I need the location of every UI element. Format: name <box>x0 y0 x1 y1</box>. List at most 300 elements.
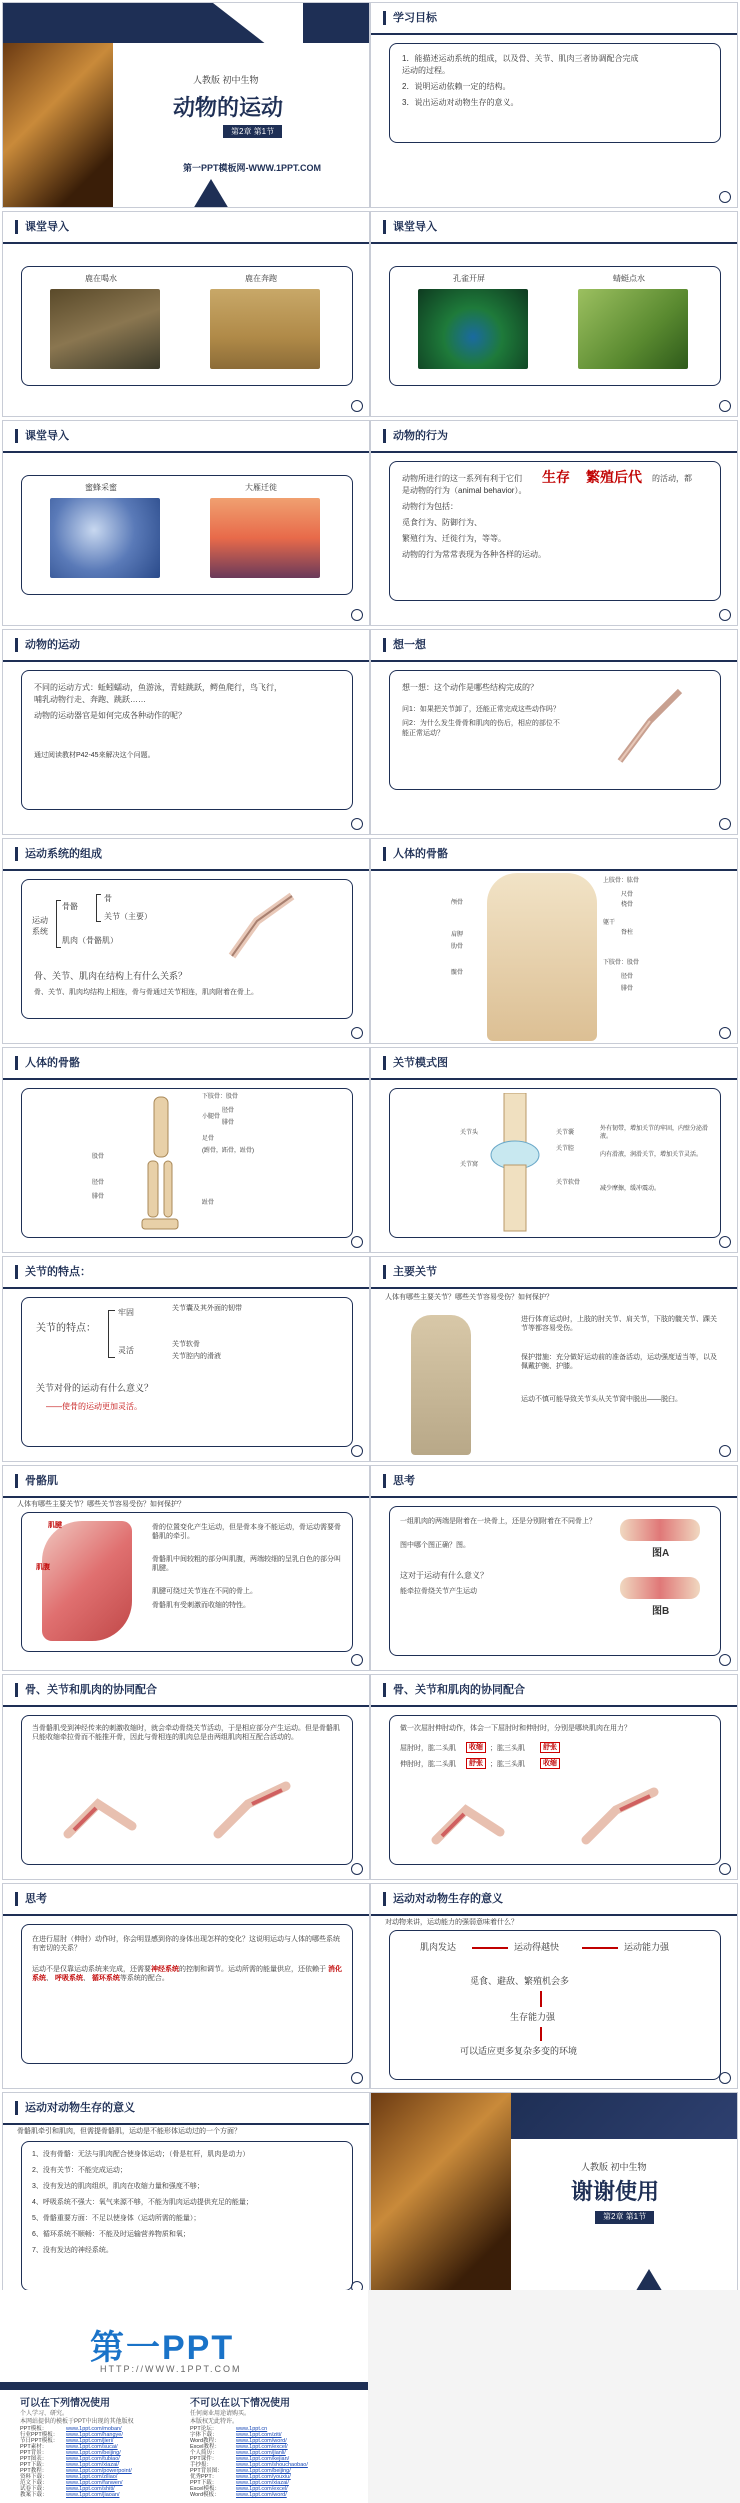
slide-title: 想一想 <box>393 639 426 651</box>
overlay-reproduce: 繁殖后代 <box>586 469 642 485</box>
footer-link-url[interactable]: www.1ppt.com/moban/ <box>66 2426 122 2432</box>
flex-row-a: 屈肘时，肱二头肌 <box>400 1745 456 1752</box>
footer-link-url[interactable]: www.1ppt.com/excel/ <box>236 2444 288 2450</box>
slide-end <box>370 2092 738 2298</box>
label-fibula: 腓骨 <box>621 986 634 992</box>
caption-deer-run: 鹿在奔跑 <box>245 274 277 283</box>
features-brace <box>108 1310 115 1358</box>
label-rib: 肋骨 <box>451 944 464 950</box>
page-indicator <box>719 1236 731 1248</box>
arm-flex-illustration <box>62 1774 142 1844</box>
slide-title: 思考 <box>25 1893 47 1905</box>
footer-link-url[interactable]: www.1ppt.com/hangye/ <box>66 2432 123 2438</box>
footer-link-url[interactable]: www.1ppt.com/ziti/ <box>236 2432 282 2438</box>
page-indicator <box>719 1445 731 1457</box>
footer-link-url[interactable]: www.1ppt.com/youxiu/ <box>236 2474 291 2480</box>
goal-line-1b: 运动的过程。 <box>402 66 450 75</box>
flex-fill-1: 收缩 <box>466 1742 486 1753</box>
behavior-line-3: 动物行为包括： <box>402 502 458 511</box>
slide-main-joints <box>370 1256 738 1462</box>
content-box <box>21 879 353 1019</box>
slide-skeleton-1 <box>370 838 738 1044</box>
peacock-photo <box>418 289 528 369</box>
slide-joint-model <box>370 1047 738 1253</box>
slide-header <box>371 630 737 662</box>
muscle-p2: 骨骼肌中间较粗的部分叫肌腹，两端较细的呈乳白色的部分叫肌腱。 <box>152 1556 341 1573</box>
label-trunk: 躯干 <box>603 920 616 926</box>
footer-right-blank <box>368 2290 740 2503</box>
page-indicator <box>719 609 731 621</box>
main-joints-intro: 人体有哪些主要关节？哪些关节容易受伤？如何保护？ <box>385 1294 553 1301</box>
slide-header <box>3 1884 369 1916</box>
slide-header <box>3 839 369 871</box>
footer-link-url[interactable]: www.1ppt.com/jiaoan/ <box>66 2492 120 2498</box>
slide-significance-2 <box>2 2092 370 2298</box>
content-box <box>21 1512 353 1652</box>
behavior-frag: 的活动，都 <box>652 474 692 483</box>
goal-line-1: 1．能描述运动系统的组成，以及骨、关节、肌肉三者协调配合完成 <box>402 54 639 63</box>
skeleton-image <box>487 873 597 1041</box>
slide-think-2 <box>370 1465 738 1671</box>
structure-answer: 骨、关节、肌肉均结构上相连，骨与骨通过关节相连，肌肉附着在骨上。 <box>34 989 258 996</box>
respiratory-system: 呼吸系统 <box>54 1975 83 1983</box>
footer-url: HTTP://WWW.1PPT.COM <box>100 2364 242 2374</box>
digestive-system: 消化系统 <box>32 1966 342 1983</box>
end-chapter: 第2章 第1节 <box>595 2211 654 2224</box>
significance-intro: 对动物来讲，运动能力的强弱意味着什么？ <box>385 1919 518 1926</box>
footer-link-label: PPT模板： <box>20 2426 48 2432</box>
slide-think-3 <box>2 1883 370 2089</box>
cover-triangle <box>213 3 303 73</box>
fibula-left-label: 腓骨 <box>92 1194 105 1200</box>
structure-question: 骨、关节、肌肉在结构上有什么关系？ <box>34 971 188 981</box>
foot-label: 足骨 <box>202 1136 215 1142</box>
footer-link-label: PPT下载： <box>190 2480 218 2486</box>
movement-line-1: 不同的运动方式：蚯蚓蠕动，鱼游泳，青蛙跳跃，鳄鱼爬行，鸟飞行， <box>34 683 282 692</box>
behavior-line-1: 动物所进行的这一系列有利于它们 <box>402 474 522 483</box>
slide-header <box>371 421 737 453</box>
bee-photo <box>50 498 160 578</box>
think2-answer: 能牵拉骨绕关节产生运动 <box>400 1588 477 1595</box>
page-indicator <box>351 609 363 621</box>
footer-link-url[interactable]: www.1ppt.com/jieri/ <box>66 2438 114 2444</box>
label-hip: 髋骨 <box>451 970 464 976</box>
behavior-line-2: 是动物的行为（animal behavior）。 <box>402 486 527 495</box>
footer-right-title: 不可以在以下情况使用 <box>190 2398 290 2409</box>
caption-geese: 大雁迁徙 <box>245 483 277 492</box>
slide-skeleton-2 <box>2 1047 370 1253</box>
caption-bee: 蜜蜂采蜜 <box>85 483 117 492</box>
slide-header <box>3 212 369 244</box>
tibia-label: 胫骨 <box>222 1108 235 1114</box>
slide-header <box>3 630 369 662</box>
slide-header <box>3 421 369 453</box>
cover-website: 第一PPT模板网-WWW.1PPT.COM <box>183 163 321 173</box>
overlay-survival: 生存 <box>542 469 570 485</box>
footer-link-url[interactable]: www.1ppt.com/fanwen/ <box>66 2480 123 2486</box>
belly-label: 肌腹 <box>36 1564 50 1571</box>
footer-link-row <box>190 2492 360 2498</box>
cover-publisher: 人教版 初中生物 <box>193 75 259 85</box>
footer-link-label: 范文下载： <box>20 2480 48 2486</box>
sys-label: 运动 系统 <box>32 916 48 936</box>
footer-link-url[interactable]: www.1ppt.com/sucai/ <box>66 2444 118 2450</box>
slide-intro-bee <box>2 420 370 626</box>
footer-link-url[interactable]: www.1ppt.com/ziliao/ <box>66 2474 118 2480</box>
footer-left-sub2: 本网站提供的模板于PPT中出现的其他版权 <box>20 2419 134 2425</box>
footer-link-url[interactable]: www.1ppt.com/kejian/ <box>236 2456 290 2462</box>
footer-links-left <box>20 2426 180 2498</box>
node-strong: 运动能力强 <box>624 1942 670 1952</box>
footer-link-label: 节日PPT模板： <box>20 2438 59 2444</box>
label-ulna: 尺骨 <box>621 892 634 898</box>
item-5: 5、骨骼重要方面：不足以使身体（运动所需的能量）； <box>32 2215 201 2222</box>
tibia-left-label: 胫骨 <box>92 1180 105 1186</box>
page-indicator <box>719 1654 731 1666</box>
footer-link-label: PPT背景图： <box>190 2468 223 2474</box>
slide-header <box>371 1048 737 1080</box>
content-box <box>21 1297 353 1447</box>
footer-link-label: Word教程： <box>190 2438 220 2444</box>
muscle-illustration <box>42 1521 132 1641</box>
footer-link-url[interactable]: www.1ppt.com/word/ <box>236 2438 287 2444</box>
foot-detail-label: (跗骨，跖骨，趾骨) <box>202 1148 254 1154</box>
movement-line-2: 哺乳动物行走、奔跑、跳跃…… <box>34 695 146 704</box>
coord2-question: 做一次屈肘伸肘动作，体会一下屈肘时和伸肘时，分别是哪块肌肉在用力？ <box>400 1725 631 1732</box>
knee-joint-illustration <box>480 1093 550 1233</box>
node-survival: 生存能力强 <box>510 2012 556 2022</box>
cavity-note: 内有滑液，润滑关节，增加关节灵活。 <box>600 1152 703 1158</box>
slide-title: 运动系统的组成 <box>25 848 102 860</box>
footer-link-url[interactable]: www.1ppt.com/powerpoint/ <box>66 2468 132 2474</box>
footer-link-url[interactable]: www.1ppt.com/beijing/ <box>236 2468 291 2474</box>
flex-fill-2: 舒张 <box>540 1742 560 1753</box>
think3-p2-c: 等系统的配合。 <box>119 1975 169 1983</box>
slide-title: 运动对动物生存的意义 <box>393 1893 503 1905</box>
footer-link-label: Excel教程： <box>190 2444 220 2450</box>
arm-flex-illustration-2 <box>430 1780 510 1850</box>
joint-cartilage-label: 关节软骨 <box>556 1180 581 1186</box>
slide-header <box>371 1257 737 1289</box>
think2-question: 这对于运动有什么意义？ <box>400 1571 488 1580</box>
slide-think <box>370 629 738 835</box>
circulatory-system: 循环系统 <box>91 1975 120 1983</box>
footer-link-url[interactable]: www.1ppt.com/jianli/ <box>236 2450 286 2456</box>
feature-answer: ——使骨的运动更加灵活。 <box>46 1402 142 1411</box>
muscle-intro: 人体有哪些主要关节？哪些关节容易受伤？如何保护？ <box>17 1501 185 1508</box>
femur-left-label: 股骨 <box>92 1154 105 1160</box>
footer-link-label: PPT背景： <box>20 2450 48 2456</box>
figure-a-label: 图A <box>652 1548 670 1559</box>
node-opportunity: 觅食、避敌、繁殖机会多 <box>470 1976 570 1986</box>
end-photo <box>371 2093 511 2298</box>
brace-2 <box>96 894 101 922</box>
cover-bottom-tri <box>193 179 229 208</box>
bone-item-2: 关节（主要） <box>104 912 152 921</box>
muscle-p4: 骨骼肌有受刺激而收缩的特性。 <box>152 1602 250 1609</box>
content-box <box>21 266 353 386</box>
footer-link-label: 个人简历： <box>190 2450 218 2456</box>
think-line-1: 想一想：这个动作是哪些结构完成的？ <box>402 683 538 692</box>
footer-right-sub1: 任何商业用途请购买。 <box>190 2411 251 2417</box>
item-3: 3、没有发达的肌肉组织，肌肉在收缩力量和强度不够； <box>32 2183 204 2190</box>
slide-title: 课堂导入 <box>393 221 437 233</box>
page-indicator <box>351 1863 363 1875</box>
slide-title: 人体的骨骼 <box>25 1057 80 1069</box>
flex-row-b: ；肱三头肌 <box>490 1745 525 1752</box>
content-box <box>389 266 721 386</box>
footer-link-url[interactable]: www.1ppt.cn <box>236 2426 268 2432</box>
node-adapt: 可以适应更多复杂多变的环境 <box>460 2046 578 2056</box>
footer-link-label: 资料下载： <box>20 2474 48 2480</box>
arm-extend-illustration <box>212 1774 292 1844</box>
footer-link-label: PPT下载： <box>20 2462 48 2468</box>
item-1: 1、没有骨骼：无法与肌肉配合使身体运动；（骨是杠杆，肌肉是动力） <box>32 2151 250 2158</box>
slide-title: 思考 <box>393 1475 415 1487</box>
content-box <box>21 1715 353 1865</box>
label-tibia: 胫骨 <box>621 974 634 980</box>
slide-header <box>3 1048 369 1080</box>
arm-sketch <box>610 681 700 771</box>
slide-header <box>371 1884 737 1916</box>
footer-link-label: Word模板： <box>190 2492 220 2498</box>
behavior-line-6: 动物的行为常常表现为各种各样的运动。 <box>402 550 546 559</box>
content-box <box>389 43 721 143</box>
arrow-1 <box>472 1947 508 1949</box>
slide-title: 课堂导入 <box>25 221 69 233</box>
main-joints-p1: 进行体育运动时，上肢的肘关节、肩关节，下肢的髋关节、踝关节等都容易受伤。 <box>521 1316 717 1333</box>
license-footer <box>0 2290 740 2503</box>
footer-link-url[interactable]: www.1ppt.com/excel/ <box>236 2486 288 2492</box>
slide-title: 课堂导入 <box>25 430 69 442</box>
slide-title: 学习目标 <box>393 12 437 24</box>
footer-link-label: PPT素材： <box>20 2444 48 2450</box>
deer-drinking-photo <box>50 289 160 369</box>
item-4: 4、呼吸系统不强大：氧气来源不够，不能为肌肉运动提供充足的能量； <box>32 2199 253 2206</box>
slide-skeletal-muscle <box>2 1465 370 1671</box>
feature-flex-detail-1: 关节软骨 <box>172 1341 200 1348</box>
page-indicator <box>351 1027 363 1039</box>
think3-p2-b: 的控制和调节。运动所需的能量供应，还依赖于 <box>179 1966 326 1973</box>
page-indicator <box>719 1027 731 1039</box>
arrow-down-1 <box>540 1991 542 2007</box>
slide-title: 骨、关节和肌肉的协同配合 <box>393 1684 525 1696</box>
page-indicator <box>719 400 731 412</box>
footer-link-label: PPT论坛： <box>190 2426 218 2432</box>
footer-logo: 第一PPT <box>90 2329 235 2367</box>
feature-flex: 灵活 <box>118 1346 134 1355</box>
joint-cavity-label: 关节腔 <box>556 1146 575 1152</box>
slide-title: 骨骼肌 <box>25 1475 58 1487</box>
muscle-p1: 骨的位置变化产生运动，但是骨本身不能运动，骨运动需要骨骼肌的牵引。 <box>152 1524 341 1541</box>
end-title: 谢谢使用 <box>571 2179 660 2204</box>
joint-capsule-label: 关节囊 <box>556 1130 575 1136</box>
footer-link-url[interactable]: www.1ppt.com/xiazai/ <box>236 2480 289 2486</box>
think2-p2: 图中哪个图正确？图。 <box>400 1542 470 1549</box>
feature-question: 关节对骨的运动有什么意义？ <box>36 1383 154 1393</box>
monkey-photo <box>3 43 113 208</box>
page-indicator <box>351 2072 363 2084</box>
footer-link-url[interactable]: www.1ppt.com/word/ <box>236 2492 287 2498</box>
toe-label: 趾骨 <box>202 1200 215 1206</box>
lower-leg-label: 小腿骨 <box>202 1114 221 1120</box>
think-line-2: 问1：如果把关节卸了，还能正常完成这些动作吗？ <box>402 706 560 713</box>
slide-title: 动物的运动 <box>25 639 80 651</box>
footer-link-url[interactable]: www.1ppt.com/shiti/ <box>66 2486 115 2492</box>
features-center: 关节的特点： <box>36 1323 96 1334</box>
node-muscle: 肌肉发达 <box>420 1942 457 1952</box>
footer-link-label: 教案下载： <box>20 2492 48 2498</box>
slide-header <box>3 2093 369 2125</box>
deer-running-photo <box>210 289 320 369</box>
slide-animal-movement <box>2 629 370 835</box>
main-joints-p2: 保护措施：充分做好运动前的准备活动，运动强度适当等，以及佩戴护腕、护膝。 <box>521 1354 717 1371</box>
slide-title: 骨、关节和肌肉的协同配合 <box>25 1684 157 1696</box>
footer-left-title: 可以在下列情况使用 <box>20 2398 110 2409</box>
goal-line-3: 3．说出运动对动物生存的意义。 <box>402 98 519 107</box>
figure-b-label: 图B <box>652 1606 670 1617</box>
bone-label: 骨骼 <box>62 902 78 911</box>
goal-line-2: 2．说明运动依赖一定的结构。 <box>402 82 511 91</box>
muscle-p3: 肌腱可绕过关节连在不同的骨上。 <box>152 1588 257 1595</box>
end-publisher: 人教版 初中生物 <box>581 2162 647 2172</box>
feature-flex-detail-2: 关节腔内的滑液 <box>172 1353 221 1360</box>
footer-link-row <box>20 2492 180 2498</box>
label-radius: 桡骨 <box>621 902 634 908</box>
capsule-note: 外有韧带，增加关节的牢固，内壁分泌滑液。 <box>600 1126 709 1141</box>
slide-coordination-2 <box>370 1674 738 1880</box>
slide-joint-features <box>2 1256 370 1462</box>
fibula-label: 腓骨 <box>222 1120 235 1126</box>
page-indicator <box>351 818 363 830</box>
content-box <box>389 670 721 790</box>
slide-learning-goals <box>370 2 738 208</box>
bone-item-1: 骨 <box>104 894 112 903</box>
footer-band <box>0 2382 368 2390</box>
caption-deer-drink: 鹿在喝水 <box>85 274 117 283</box>
footer-links-right <box>190 2426 360 2498</box>
slide-header <box>3 1675 369 1707</box>
content-box <box>21 2141 353 2291</box>
end-top-band <box>511 2093 738 2139</box>
joint-socket-label: 关节窝 <box>460 1162 479 1168</box>
slide-header <box>371 839 737 871</box>
item-2: 2、没有关节：不能完成运动； <box>32 2167 127 2174</box>
footer-link-url[interactable]: www.1ppt.com/beijing/ <box>66 2450 121 2456</box>
behavior-line-4: 觅食行为、防御行为、 <box>402 518 482 527</box>
think-line-3: 问2：为什么发生骨骨和肌肉的伤后，相应的部位不 <box>402 720 560 727</box>
item-6: 6、循环系统不顺畅：不能及时运输营养物质和氧； <box>32 2231 190 2238</box>
think3-p2: 运动不是仅靠运动系统来完成，还需要神经系统的控制和调节。运动所需的能量供应，还依赖于 消化系统、 呼吸系统、 循环系统等系统的配合。 <box>32 1966 342 1983</box>
footer-link-label: PPT教程： <box>20 2468 48 2474</box>
label-upper-limb: 上肢骨：肱骨 <box>603 878 640 884</box>
content-box <box>21 475 353 595</box>
label-skull: 颅骨 <box>451 900 464 906</box>
slide-header <box>371 212 737 244</box>
item-7: 7、没有发达的神经系统。 <box>32 2247 113 2254</box>
content-box <box>21 1088 353 1238</box>
footer-link-url[interactable]: www.1ppt.com/shouchaobao/ <box>236 2462 308 2468</box>
slide-intro-deer <box>2 211 370 417</box>
muscle-label: 肌肉（骨骼肌） <box>62 936 118 945</box>
content-box <box>389 461 721 601</box>
slide-coordination-1 <box>2 1674 370 1880</box>
geese-photo <box>210 498 320 578</box>
slide-title: 人体的骨骼 <box>393 848 448 860</box>
arrow-down-2 <box>540 2027 542 2041</box>
feature-firm-detail: 关节囊及其外面的韧带 <box>172 1305 242 1312</box>
footer-link-url[interactable]: www.1ppt.com/tubiao/ <box>66 2456 120 2462</box>
content-box <box>389 1506 721 1656</box>
footer-link-label: 试卷下载： <box>20 2486 48 2492</box>
slide-significance-1 <box>370 1883 738 2089</box>
content-box <box>389 1088 721 1238</box>
slide-header <box>371 1466 737 1498</box>
figure-b <box>620 1577 700 1599</box>
content-box <box>389 1930 721 2080</box>
arrow-2 <box>582 1947 618 1949</box>
cartilage-note: 减少摩擦，缓冲震动。 <box>600 1186 661 1192</box>
cover-top-band <box>3 3 370 43</box>
cover-chapter: 第2章 第1节 <box>223 125 282 138</box>
footer-link-label: 字体下载： <box>190 2432 218 2438</box>
page-indicator <box>719 2072 731 2084</box>
page-indicator <box>719 818 731 830</box>
extend-fill-2: 收缩 <box>540 1758 560 1769</box>
slide-animal-behavior <box>370 420 738 626</box>
figure-a <box>620 1519 700 1541</box>
slide-header <box>3 1257 369 1289</box>
caption-peacock: 孔雀开屏 <box>453 274 485 283</box>
nervous-system: 神经系统 <box>151 1966 179 1973</box>
caption-dragonfly: 蜻蜓点水 <box>613 274 645 283</box>
content-box <box>389 1715 721 1865</box>
label-scapula: 肩胛 <box>451 932 464 938</box>
footer-link-label: PPT课件： <box>190 2456 218 2462</box>
slide-title: 关节模式图 <box>393 1057 448 1069</box>
slide-title: 关节的特点： <box>25 1266 91 1278</box>
behavior-line-5: 繁殖行为、迁徙行为，等等。 <box>402 534 506 543</box>
page-indicator <box>351 1236 363 1248</box>
feature-firm: 牢固 <box>118 1308 134 1317</box>
content-box <box>21 670 353 810</box>
cover-title: 动物的运动 <box>173 95 284 120</box>
coord-paragraph: 当骨骼肌受到神经传来的刺激收缩时，就会牵动骨绕关节活动，于是相应部分产生运动。但是骨骼肌只能收缩牵拉骨而不能推开骨，因此与骨相连的肌肉总是由两组肌肉相互配合活动的。 <box>32 1725 340 1742</box>
footer-link-label: 行业PPT模板： <box>20 2432 59 2438</box>
page-indicator <box>719 191 731 203</box>
footer-link-label: PPT图表： <box>20 2456 48 2462</box>
page-indicator <box>719 1863 731 1875</box>
footer-link-label: 手抄报： <box>190 2462 213 2468</box>
footer-link-label: 优秀PPT： <box>190 2474 218 2480</box>
slide-header <box>371 3 737 35</box>
lower-limb-label: 下肢骨：股骨 <box>202 1094 239 1100</box>
label-lower-limb: 下肢骨：股骨 <box>603 960 640 966</box>
footer-left-sub1: 个人学习、研究。 <box>20 2411 69 2417</box>
node-fast: 运动得越快 <box>514 1942 560 1952</box>
slide-title: 主要关节 <box>393 1266 437 1278</box>
joint-head-label: 关节头 <box>460 1130 479 1136</box>
page-indicator <box>351 400 363 412</box>
footer-link-label: Excel模板： <box>190 2486 220 2492</box>
slide-title: 动物的行为 <box>393 430 448 442</box>
footer-right-sub2: 本版权无此特许。 <box>190 2419 239 2425</box>
footer-link-url[interactable]: www.1ppt.com/xiazai/ <box>66 2462 119 2468</box>
significance2-intro: 骨骼肌牵引和肌肉，但需提骨骼肌，运动是不能形体运动过的一个方面？ <box>17 2128 241 2135</box>
arm-extend-illustration-2 <box>580 1780 660 1850</box>
body-figure <box>411 1315 471 1455</box>
think2-p1: 一组肌肉的两端是附着在一块骨上，还是分别附着在不同骨上？ <box>400 1518 596 1525</box>
